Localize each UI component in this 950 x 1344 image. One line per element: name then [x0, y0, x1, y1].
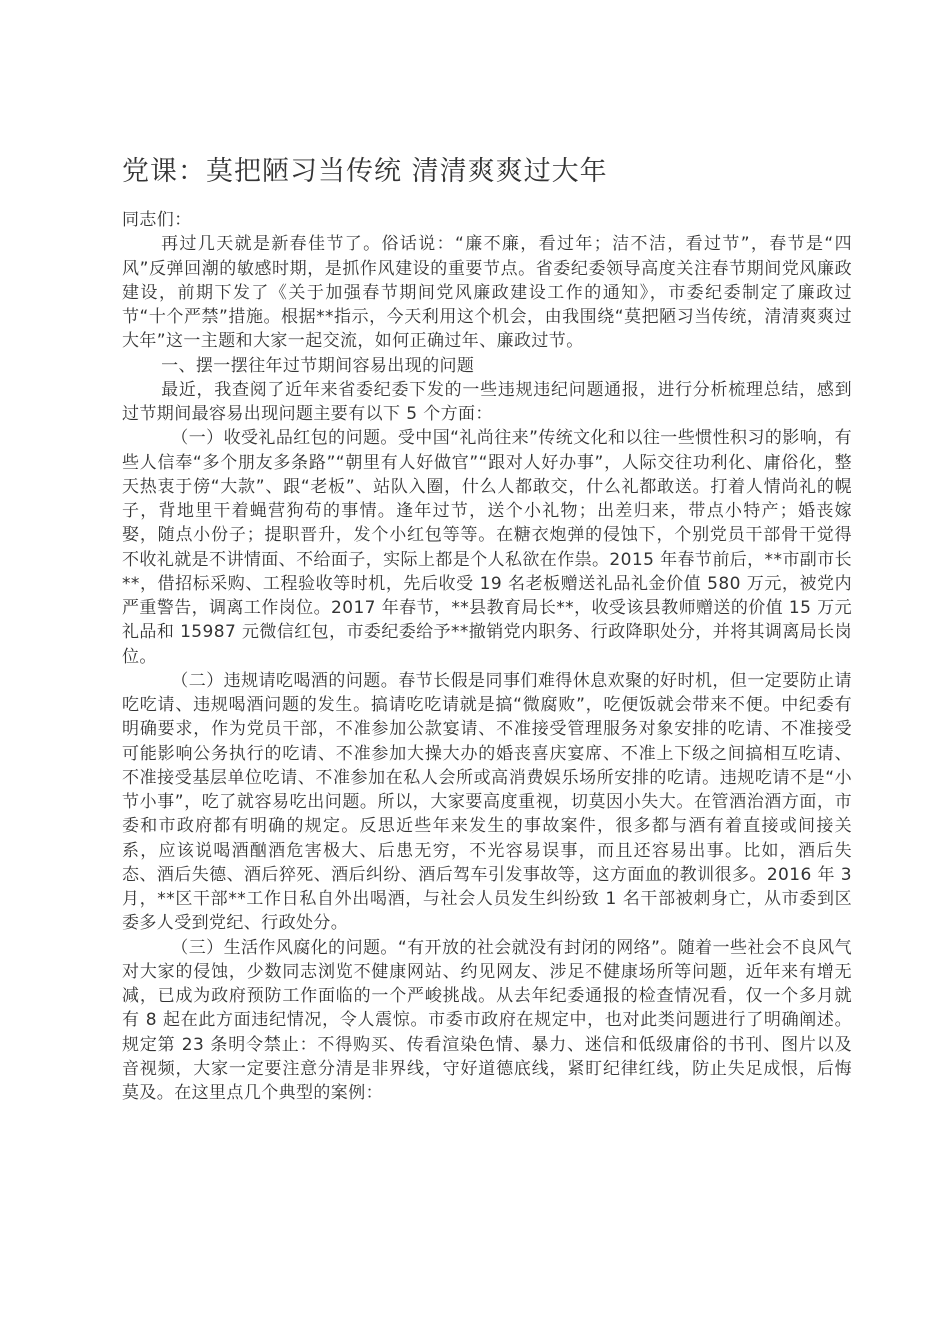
paragraph-item-3: （三）生活作风腐化的问题。“有开放的社会就没有封闭的网络”。随着一些社会不良风气对大家的侵蚀，少数同志浏览不健康网站、约见网友、涉足不健康场所等问题，近年来有增无减，已成为政府预防工作面临的一个严峻挑战。从去年纪委通报的检查情况看，仅一个多月就有 8 起在此方面违纪情况，令人震惊。市委市政府在规定中，也对此类问题进行了明确阐述。规定第 23 条明令禁止：不得购买、传看渲染色情、暴力、迷信和低级庸俗的书刊、图片以及音视频，大家一定要注意分清是非界线，守好道德底线，紧盯纪律红线，防止失足成恨，后悔莫及。在这里点几个典型的案例： [122, 937, 852, 1103]
document-body [122, 208, 852, 1105]
paragraph-overview: 最近，我查阅了近年来省委纪委下发的一些违规违纪问题通报，进行分析梳理总结，感到过节期间最容易出现问题主要有以下 5 个方面： [122, 379, 852, 424]
document-title: 党课：莫把陋习当传统 清清爽爽过大年 [122, 156, 608, 187]
paragraph-item-1: （一）收受礼品红包的问题。受中国“礼尚往来”传统文化和以往一些惯性积习的影响，有些人信奉“多个朋友多条路”“朝里有人好做官”“跟对人好办事”，人际交往功利化、庸俗化，整天热衷于傍“大款”、跟“老板”、站队入圈，什么人都敢交，什么礼都敢送。打着人情尚礼的幌子，背地里干着蝇营狗苟的事情。逢年过节，送个小礼物；出差归来，带点小特产；婚丧嫁娶，随点小份子；提职晋升，发个小红包等等。在糖衣炮弹的侵蚀下，个别党员干部骨干觉得不收礼就是不讲情面、不给面子，实际上都是个人私欲在作祟。2015 年春节前后，**市副市长**，借招标采购、工程验收等时机，先后收受 19 名老板赠送礼品礼金价值 580 万元，被党内严重警告，调离工作岗位。2017 年春节，**县教育局长**，收受该县教师赠送的价值 15 万元礼品和 15987 元微信红包，市委纪委给予**撤销党内职务、行政降职处分，并将其调离局长岗位。 [122, 428, 852, 667]
section-heading: 一、摆一摆往年过节期间容易出现的问题 [161, 355, 475, 376]
paragraph-intro: 再过几天就是新春佳节了。俗话说：“廉不廉，看过年；洁不洁，看过节”，春节是“四风”反弹回潮的敏感时期，是抓作风建设的重要节点。省委纪委领导高度关注春节期间党风廉政建设，前期下发了《关于加强春节期间党风廉政建设工作的通知》，市委纪委制定了廉政过节“十个严禁”措施。根据**指示，今天利用这个机会，由我围绕“莫把陋习当传统，清清爽爽过大年”这一主题和大家一起交流，如何正确过年、廉政过节。 [122, 234, 852, 352]
salutation: 同志们： [122, 210, 192, 230]
paragraph-item-2: （二）违规请吃喝酒的问题。春节长假是同事们难得休息欢聚的好时机，但一定要防止请吃吃请、违规喝酒问题的发生。搞请吃吃请就是搞“微腐败”，吃便饭就会带来不便。中纪委有明确要求，作为党员干部，不准参加公款宴请、不准接受管理服务对象安排的吃请、不准接受可能影响公务执行的吃请、不准参加大操大办的婚丧喜庆宴席、不准上下级之间搞相互吃请、不准接受基层单位吃请、不准参加在私人会所或高消费娱乐场所安排的吃请。违规吃请不是“小节小事”，吃了就容易吃出问题。所以，大家要高度重视，切莫因小失大。在管酒治酒方面，市委和市政府都有明确的规定。反思近些年来发生的事故案件，很多都与酒有着直接或间接关系，应该说喝酒酗酒危害极大、后患无穷，不光容易误事，而且还容易出事。比如，酒后失态、酒后失德、酒后猝死、酒后纠纷、酒后驾车引发事故等，这方面血的教训很多。2016 年 3 月，**区干部**工作日私自外出喝酒，与社会人员发生纠纷致 1 名干部被刺身亡，从市委到区委多人受到党纪、行政处分。 [122, 670, 852, 934]
